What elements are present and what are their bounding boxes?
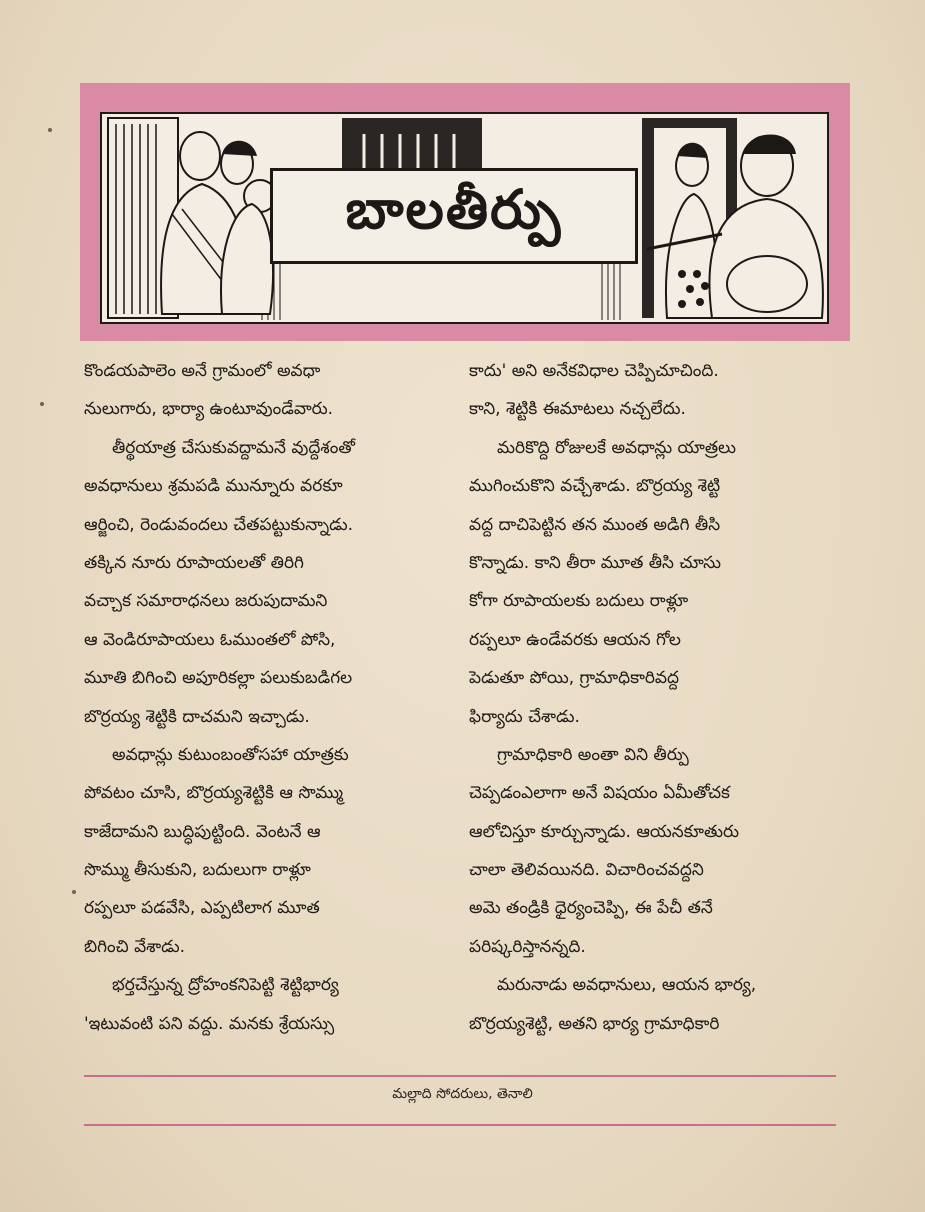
- text-line: అవధానులు శ్రమపడి మున్నూరు వరకూ: [84, 476, 343, 497]
- title-box: [270, 168, 638, 264]
- text-line: మరునాడు అవధానులు, ఆయన భార్య,: [497, 975, 757, 996]
- text-line: 'ఇటువంటి పని వద్దు. మనకు శ్రేయస్సు: [84, 1013, 335, 1034]
- text-line: పరిష్కరిస్తానన్నది.: [469, 936, 586, 957]
- story-title: బాలతీర్పు: [345, 177, 563, 241]
- text-line: ఫిర్యాదు చేశాడు.: [469, 706, 580, 727]
- text-line: తీర్థయాత్ర చేసుకువద్దామనే వుద్దేశంతో: [112, 437, 355, 458]
- text-line: భర్తచేస్తున్న ద్రోహంకనిపెట్టి శెట్టిభార్య: [112, 975, 339, 996]
- left-column: [84, 352, 462, 1043]
- paper-speck: [72, 890, 76, 894]
- text-line: రప్పలూ ఉండేవరకు ఆయన గోల: [469, 629, 681, 650]
- text-line: ఆ వెండిరూపాయలు ఓముంతలో పోసి,: [84, 629, 336, 650]
- text-line: కాదు' అని అనేకవిధాల చెప్పిచూచింది.: [469, 361, 719, 381]
- text-line: కొన్నాడు. కాని తీరా మూత తీసి చూసు: [469, 552, 721, 573]
- right-column: [469, 352, 847, 1043]
- text-line: కాని, శెట్టికి ఈమాటలు నచ్చలేదు.: [469, 399, 686, 420]
- text-line: మూతి బిగించి అపూరికల్లా పలుకుబడిగల: [84, 668, 353, 689]
- text-line: ఆర్జించి, రెండువందలు చేతపట్టుకున్నాడు.: [84, 514, 354, 535]
- paper-speck: [48, 128, 52, 132]
- text-line: కొండయపాలెం అనే గ్రామంలో అవధా: [84, 361, 321, 381]
- text-line: గ్రామాధికారి అంతా విని తీర్పు: [497, 744, 689, 765]
- text-line: అమె తండ్రికి ధైర్యంచెప్పి, ఈ పేచీ తనే: [469, 898, 713, 919]
- text-line: కోగా రూపాయలకు బదులు రాళ్లూ: [469, 591, 689, 612]
- text-line: పోవటం చూసి, బొర్రయ్యశెట్టికి ఆ సొమ్ము: [84, 783, 344, 804]
- footer-rule-top: [84, 1075, 836, 1077]
- text-line: తక్కిన నూరు రూపాయలతో తిరిగి: [84, 552, 304, 573]
- text-line: బొర్రయ్య శెట్టికి దాచమని ఇచ్చాడు.: [84, 706, 310, 727]
- author-credit: మల్లాది సోదరులు, తెనాలి: [392, 1086, 533, 1102]
- text-line: పెడుతూ పోయి, గ్రామాధికారివద్ద: [469, 668, 679, 689]
- text-line: మరికొద్ది రోజులకే అవధాన్లు యాత్రలు: [497, 437, 736, 458]
- text-line: వచ్చాక సమారాధనలు జరుపుదామని: [84, 591, 328, 612]
- text-line: వద్ద దాచిపెట్టిన తన ముంత అడిగి తీసి: [469, 514, 721, 535]
- text-line: చెప్పడంఎలాగా అనే విషయం ఏమీతోచక: [469, 783, 730, 804]
- text-line: నులుగారు, భార్యా ఉంటూవుండేవారు.: [84, 399, 334, 420]
- text-line: రప్పలూ పడవేసి, ఎప్పటిలాగ మూత: [84, 898, 320, 919]
- footer-rule-bottom: [84, 1124, 836, 1126]
- text-line: ముగించుకొని వచ్చేశాడు. బొర్రయ్య శెట్టి: [469, 476, 721, 497]
- paper-speck: [40, 402, 44, 406]
- text-line: ఆలోచిస్తూ కూర్చున్నాడు. ఆయనకూతురు: [469, 821, 740, 842]
- text-line: అవధాన్లు కుటుంబంతోసహా యాత్రకు: [112, 744, 349, 765]
- text-line: బిగించి వేశాడు.: [84, 936, 186, 957]
- text-line: బొర్రయ్యశెట్టి, అతని భార్య గ్రామాధికారి: [469, 1013, 720, 1034]
- text-line: సొమ్ము తీసుకుని, బదులుగా రాళ్లూ: [84, 860, 311, 881]
- text-line: చాలా తెలివయినది. విచారించవద్దని: [469, 860, 704, 881]
- text-line: కాజేదామని బుద్ధిపుట్టింది. వెంటనే ఆ: [84, 821, 321, 842]
